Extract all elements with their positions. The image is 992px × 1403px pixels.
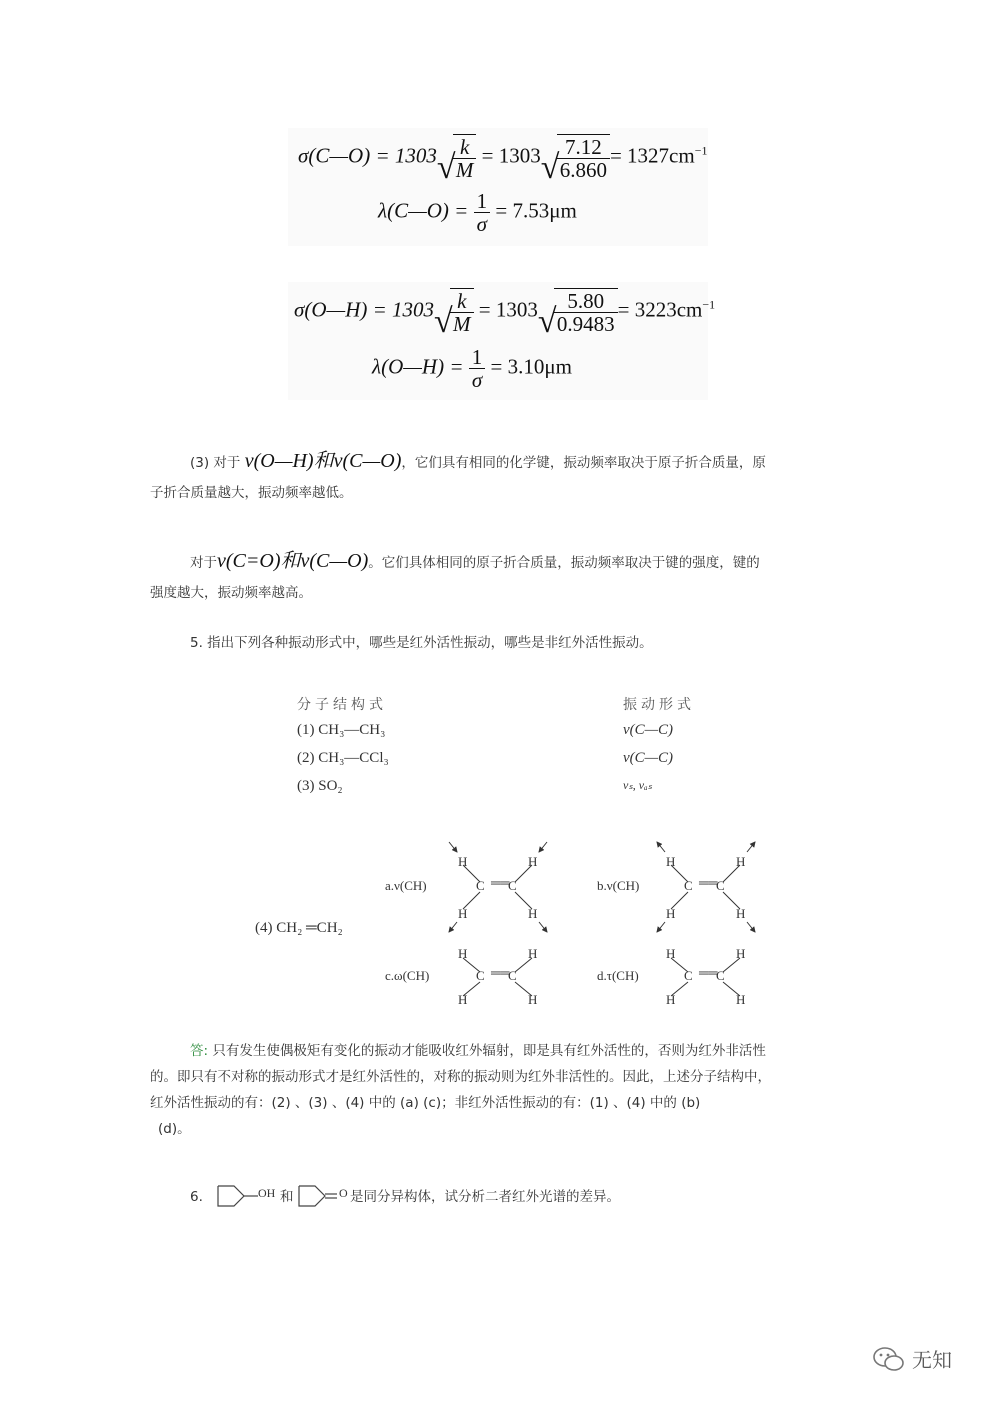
- question-5: 5. 指出下列各种振动形式中，哪些是红外活性振动，哪些是非红外活性振动。: [190, 635, 653, 651]
- table-header-structure: 分子结构式: [297, 697, 387, 713]
- atom-c: C: [684, 968, 693, 983]
- oh-label: OH: [258, 1186, 276, 1200]
- atom-c: C: [716, 878, 725, 893]
- ethylene-vibration-diagrams: [255, 682, 800, 1012]
- double-bond: ══: [491, 875, 510, 890]
- answer-line4: (d)。: [158, 1121, 191, 1137]
- answer-line3: 红外活性振动的有：(2) 、(3) 、(4) 中的 (a) (c)；非红外活性振动的有：(1) 、(4) 中的 (b): [150, 1095, 701, 1111]
- table-row-2-mode: ν(C—C): [623, 750, 673, 766]
- table-header-mode: 振动形式: [623, 697, 695, 713]
- sigma-oh-equation: σ(O—H) = 1303 √ $\frac{k}{M}$ = 1303 √ $\frac{5.80}{0.9483}$ = $3223cm^{-1}$: [294, 288, 715, 335]
- diagram-c-label: c.ω(CH): [385, 968, 430, 983]
- equation-block-2: [288, 282, 716, 400]
- atom-h: H: [736, 854, 746, 869]
- atom-c: C: [684, 878, 693, 893]
- question-6-text: 是同分异构体，试分析二者红外光谱的差异。: [350, 1189, 620, 1205]
- sigma-co-equation: σ(C—O) = 1303 √ $\frac{k}{M}$ = 1303 √ $\frac{7.12}{6.860}$ = $1327cm^{-1}$: [298, 134, 707, 181]
- atom-h: H: [666, 946, 676, 961]
- atom-c: C: [476, 878, 485, 893]
- answer-label: 答:: [190, 1043, 209, 1059]
- table-row-2-molecule: (2) CH₃—CCl₃: [297, 750, 389, 766]
- diagram-b-label: b.ν(CH): [597, 878, 640, 893]
- atom-h: H: [736, 992, 746, 1007]
- atom-h: H: [528, 854, 538, 869]
- atom-h: H: [666, 906, 676, 921]
- atom-h: H: [736, 946, 746, 961]
- atom-h: H: [528, 906, 538, 921]
- atom-h: H: [458, 854, 468, 869]
- watermark-text: 无知: [912, 1348, 952, 1372]
- atom-h: H: [458, 946, 468, 961]
- paragraph-4-line2: 强度越大，振动频率越高。: [150, 585, 312, 601]
- lambda-co-equation: λ(C—O) = $\frac{1}{\sigma}$ = 7.53μm: [378, 189, 577, 237]
- atom-c: C: [716, 968, 725, 983]
- answer-line2: 的。即只有不对称的振动形式才是红外活性的，对称的振动则为红外非活性的。因此，上述分子结构中，: [150, 1069, 771, 1085]
- atom-h: H: [528, 992, 538, 1007]
- o-label: O: [339, 1186, 348, 1200]
- atom-h: H: [458, 906, 468, 921]
- and-label: 和: [280, 1189, 294, 1205]
- wechat-icon: [872, 1345, 906, 1373]
- atom-c: C: [508, 878, 517, 893]
- table-row-1-mode: ν(C—C): [623, 722, 673, 738]
- atom-h: H: [666, 992, 676, 1007]
- table-row-3-mode: νₛ, νₐₛ: [623, 778, 653, 792]
- paragraph-3-line2: 子折合质量越大，振动频率越低。: [150, 485, 353, 501]
- paragraph-3-line1: (3) 对于 ν(O—H)和ν(C—O)，它们具有相同的化学键，振动频率取决于原子折合质量，原: [190, 450, 766, 472]
- table-row-3-molecule: (3) SO₂: [297, 778, 343, 794]
- double-bond: ══: [699, 965, 718, 980]
- paragraph-4-line1: 对于ν(C=O)和ν(C—O)。它们具体相同的原子折合质量，振动频率取决于键的强度，键的: [190, 550, 760, 572]
- atom-c: C: [508, 968, 517, 983]
- double-bond: ══: [491, 965, 510, 980]
- vibration-table-figure: [255, 682, 800, 1012]
- watermark: [872, 1344, 952, 1373]
- equation-block-1: [288, 128, 708, 246]
- atom-h: H: [458, 992, 468, 1007]
- table-row-1-molecule: (1) CH₃—CH₃: [297, 722, 386, 738]
- diagram-d-label: d.τ(CH): [597, 968, 639, 983]
- atom-h: H: [528, 946, 538, 961]
- atom-c: C: [476, 968, 485, 983]
- double-bond: ══: [699, 875, 718, 890]
- table-row-4-molecule: (4) CH₂ ═CH₂: [255, 920, 343, 936]
- question-6-number: 6.: [190, 1189, 203, 1205]
- atom-h: H: [666, 854, 676, 869]
- atom-h: H: [736, 906, 746, 921]
- diagram-a-label: a.ν(CH): [385, 878, 427, 893]
- answer-line1: 答: 只有发生使偶极矩有变化的振动才能吸收红外辐射，即是具有红外活性的，否则为红外非活性: [190, 1043, 766, 1059]
- lambda-oh-equation: λ(O—H) = $\frac{1}{\sigma}$ = 3.10μm: [372, 345, 572, 393]
